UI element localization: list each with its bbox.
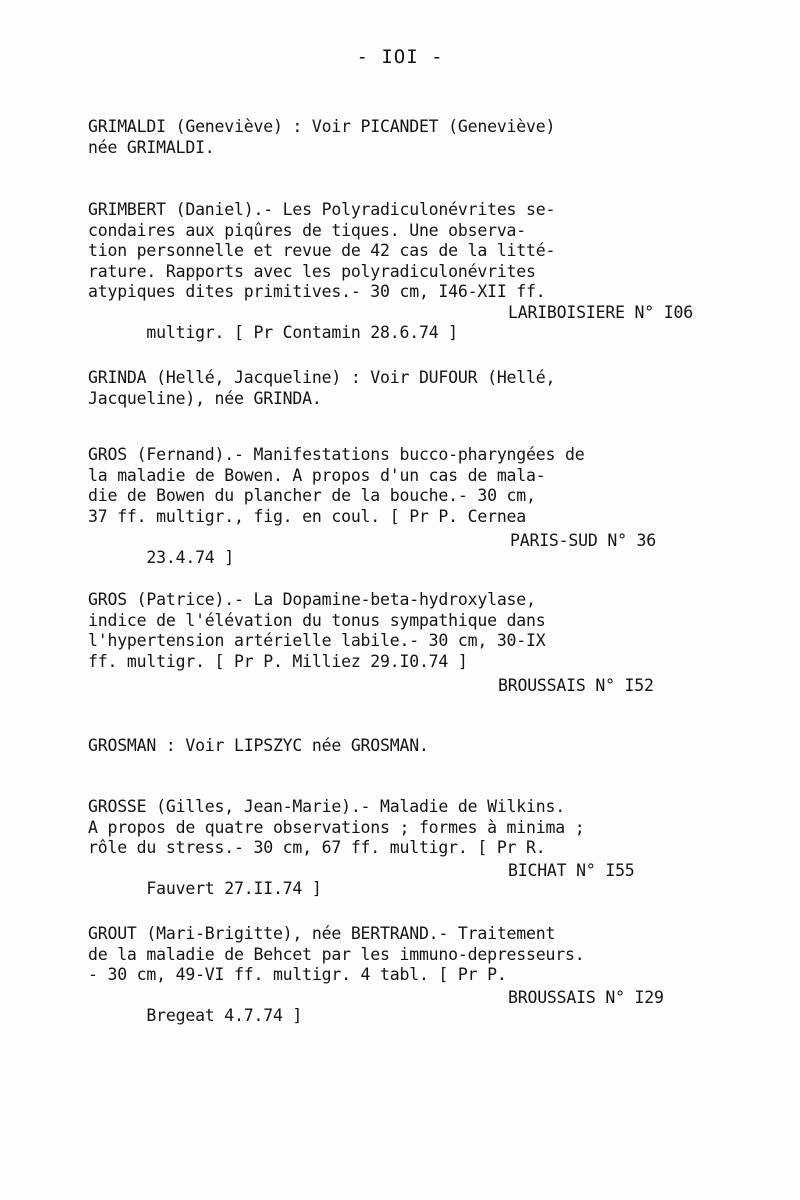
entry-line: GROSMAN : Voir LIPSZYC née GROSMAN. (88, 736, 429, 755)
entry-line: 37 ff. multigr., fig. en coul. [ Pr P. Cernea (88, 506, 527, 526)
entry-line: Bregeat 4.7.74 ] (146, 1006, 303, 1025)
entry-line: GRIMALDI (Geneviève) : Voir PICANDET (Geneviève) (88, 117, 556, 136)
entry-line: multigr. [ Pr Contamin 28.6.74 ] (146, 323, 458, 342)
page-number: - IOI - (356, 46, 444, 68)
library-location: LARIBOISIERE N° I06 (508, 302, 693, 322)
entry-line: de la maladie de Behcet par les immuno-depresseurs. (88, 944, 585, 964)
entry-grosse (88, 797, 728, 898)
entry-gros-patrice (88, 590, 728, 693)
entry-line-with-location (88, 672, 728, 693)
library-location: BICHAT N° I55 (508, 860, 635, 880)
entry-line: Jacqueline), née GRINDA. (88, 388, 322, 408)
entry-line: indice de l'élévation du tonus sympathique dans (88, 610, 546, 630)
entry-line: - 30 cm, 49-VI ff. multigr. 4 tabl. [ Pr P. (88, 965, 507, 984)
entry-gros-fernand (88, 445, 728, 567)
entry-line: l'hypertension artérielle labile.- 30 cm, 30-IX (88, 631, 546, 650)
entry-grinda (88, 368, 728, 409)
entry-line: atypiques dites primitives.- 30 cm, I46-XII ff. (88, 282, 546, 301)
entry-line: GROS (Patrice).- La Dopamine-beta-hydroxylase, (88, 590, 536, 609)
entry-line: GROUT (Mari-Brigitte), née BERTRAND.- Traitement (88, 924, 556, 943)
entry-line: la maladie de Bowen. A propos d'un cas de mala- (88, 465, 546, 485)
entry-line: A propos de quatre observations ; formes à minima ; (88, 817, 585, 837)
entry-line-with-location (88, 986, 728, 1025)
entry-grosman (88, 736, 728, 757)
entry-line: die de Bowen du plancher de la bouche.- 30 cm, (88, 486, 536, 505)
entry-line: née GRIMALDI. (88, 137, 215, 157)
entry-line: condaires aux piqûres de tiques. Une observa- (88, 220, 527, 240)
entry-grimaldi (88, 117, 728, 158)
entry-line: 23.4.74 ] (146, 547, 235, 567)
entry-grimbert (88, 200, 728, 342)
entry-line: tion personnelle et revue de 42 cas de la litté- (88, 241, 556, 260)
entry-grout (88, 924, 728, 1025)
entry-line: rôle du stress.- 30 cm, 67 ff. multigr. [ Pr R. (88, 838, 546, 857)
entry-line: GRINDA (Hellé, Jacqueline) : Voir DUFOUR (Hellé, (88, 368, 556, 387)
entry-line-with-location (88, 302, 728, 342)
entry-line-with-location (88, 527, 728, 567)
entry-line-with-location (88, 859, 728, 898)
library-location: BROUSSAIS N° I52 (498, 676, 654, 695)
entry-line: GROS (Fernand).- Manifestations bucco-pharyngées de (88, 445, 585, 464)
library-location: BROUSSAIS N° I29 (508, 987, 664, 1007)
entry-line: GROSSE (Gilles, Jean-Marie).- Maladie de Wilkins. (88, 797, 565, 816)
entry-line: Fauvert 27.II.74 ] (146, 879, 322, 898)
entry-line: ff. multigr. [ Pr P. Milliez 29.I0.74 ] (88, 651, 468, 671)
library-location: PARIS-SUD N° 36 (510, 531, 657, 550)
entry-line: rature. Rapports avec les polyradiculonévrites (88, 261, 536, 281)
entry-line: GRIMBERT (Daniel).- Les Polyradiculonévrites se- (88, 200, 556, 219)
